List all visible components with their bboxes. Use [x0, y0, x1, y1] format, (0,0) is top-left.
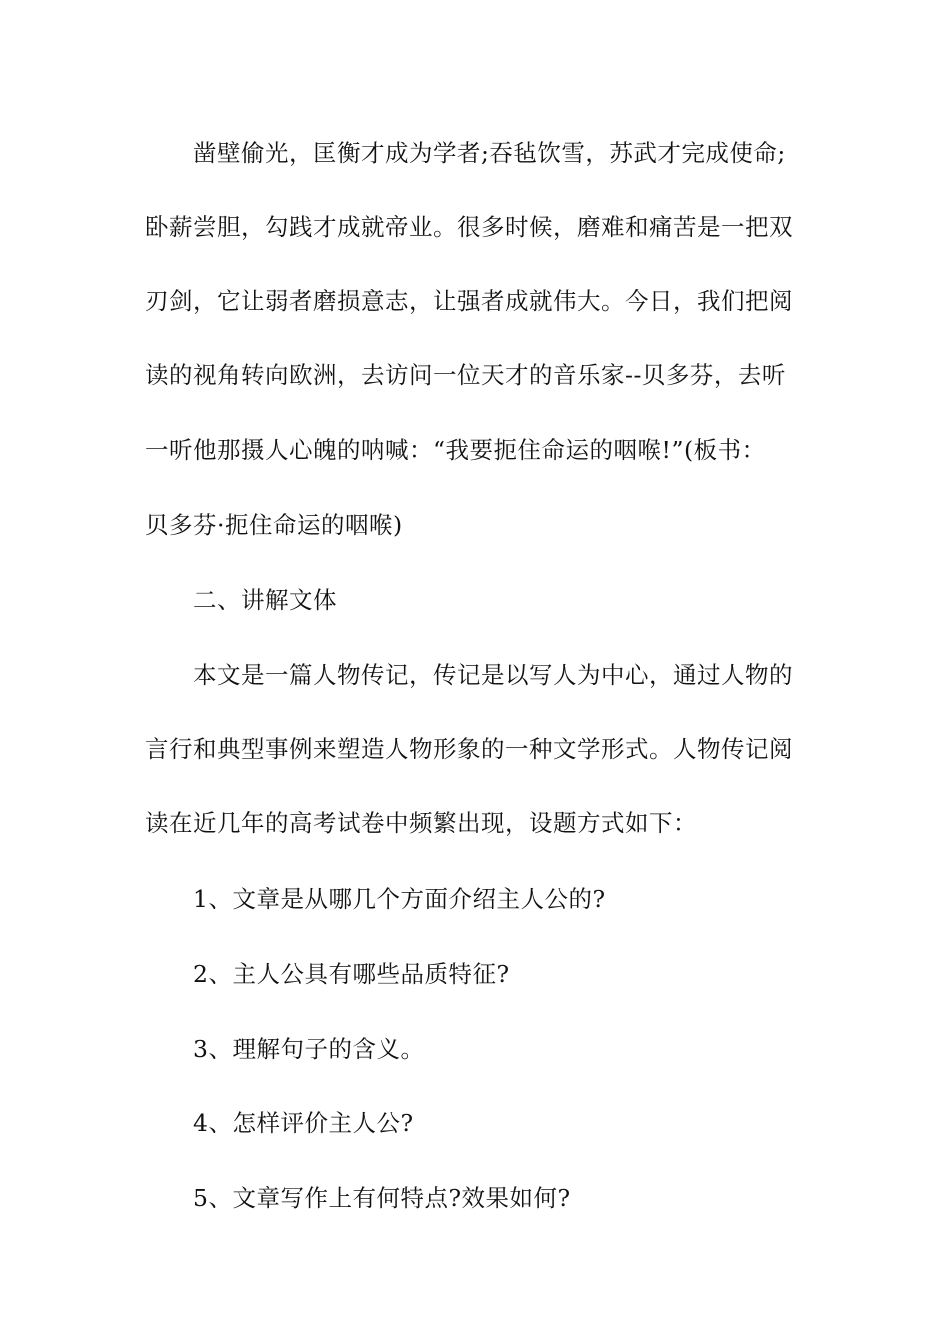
paragraph-1-line-1: 凿壁偷光，匡衡才成为学者;吞毡饮雪，苏武才完成使命; — [193, 139, 786, 167]
paragraph-1-line-2: 卧薪尝胆，勾践才成就帝业。很多时候，磨难和痛苦是一把双 — [145, 213, 793, 241]
paragraph-1-line-5: 一听他那摄人心魄的呐喊：“我要扼住命运的咽喉!”(板书： — [145, 436, 766, 464]
paragraph-1-line-3: 刃剑，它让弱者磨损意志，让强者成就伟大。今日，我们把阅 — [145, 287, 793, 315]
question-item: 3、理解句子的含义。 — [193, 1035, 425, 1063]
question-item: 2、主人公具有哪些品质特征? — [193, 960, 510, 988]
paragraph-2-line-3: 读在近几年的高考试卷中频繁出现，设题方式如下： — [145, 809, 697, 837]
paragraph-2-line-2: 言行和典型事例来塑造人物形象的一种文学形式。人物传记阅 — [145, 735, 793, 763]
question-item: 1、文章是从哪几个方面介绍主人公的? — [193, 885, 606, 913]
question-item: 4、怎样评价主人公? — [193, 1109, 414, 1137]
paragraph-1-line-4: 读的视角转向欧洲，去访问一位天才的音乐家--贝多芬，去听 — [145, 361, 786, 389]
section-heading: 二、讲解文体 — [193, 586, 337, 614]
paragraph-1-line-6: 贝多芬·扼住命运的咽喉) — [145, 511, 403, 539]
paragraph-2-line-1: 本文是一篇人物传记，传记是以写人为中心，通过人物的 — [193, 661, 793, 689]
question-item: 5、文章写作上有何特点?效果如何? — [193, 1184, 571, 1212]
